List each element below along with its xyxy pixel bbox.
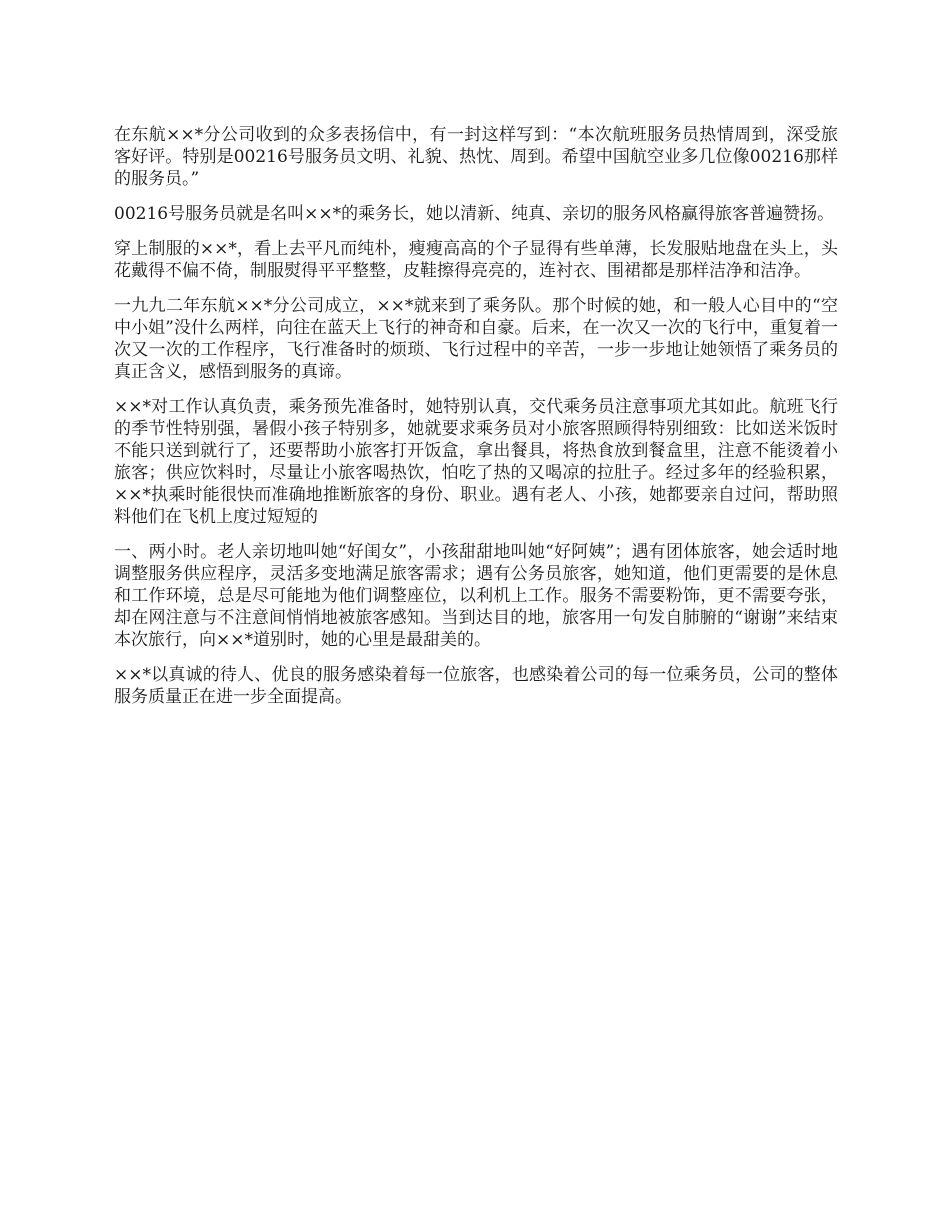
- paragraph-7: ××*以真诚的待人、优良的服务感染着每一位旅客，也感染着公司的每一位乘务员，公司的整体服务质量正在进一步全面提高。: [114, 665, 838, 707]
- paragraph-4: 一九九二年东航××*分公司成立，××*就来到了乘务队。那个时候的她，和一般人心目中的“空中小姐”没什么两样，向往在蓝天上飞行的神奇和自豪。后来，在一次又一次的飞行中，重复着一次又一次的工作程序，飞行准备时的烦琐、飞行过程中的辛苦，一步一步地让她领悟了乘务员的真正含义，感悟到服务的真谛。: [114, 296, 838, 382]
- paragraph-1: 在东航××*分公司收到的众多表扬信中，有一封这样写到：“本次航班服务员热情周到，深受旅客好评。特别是00216号服务员文明、礼貌、热忱、周到。希望中国航空业多几位像00216那样的服务员。”: [114, 125, 838, 189]
- paragraph-6: 一、两小时。老人亲切地叫她“好闺女”，小孩甜甜地叫她“好阿姨”；遇有团体旅客，她会适时地调整服务供应程序，灵活多变地满足旅客需求；遇有公务员旅客，她知道，他们更需要的是休息和工作环境，总是尽可能地为他们调整座位，以利机上工作。服务不需要粉饰，更不需要夸张，却在网注意与不注意间悄悄地被旅客感知。当到达目的地，旅客用一句发自肺腑的“谢谢”来结束本次旅行，向××*道别时，她的心里是最甜美的。: [114, 542, 838, 650]
- document-body: [114, 124, 838, 721]
- paragraph-5: ××*对工作认真负责，乘务预先准备时，她特别认真，交代乘务员注意事项尤其如此。航班飞行的季节性特别强，暑假小孩子特别多，她就要求乘务员对小旅客照顾得特别细致：比如送米饭时不能只送到就行了，还要帮助小旅客打开饭盒，拿出餐具，将热食放到餐盒里，注意不能烫着小旅客；供应饮料时，尽量让小旅客喝热饮，怕吃了热的又喝凉的拉肚子。经过多年的经验积累，××*执乘时能很快而准确地推断旅客的身份、职业。遇有老人、小孩，她都要亲自过问，帮助照料他们在飞机上度过短短的: [114, 397, 838, 527]
- paragraph-2: 00216号服务员就是名叫××*的乘务长，她以清新、纯真、亲切的服务风格赢得旅客普遍赞扬。: [114, 204, 835, 224]
- paragraph-3: 穿上制服的××*，看上去平凡而纯朴，瘦瘦高高的个子显得有些单薄，长发服贴地盘在头上，头花戴得不偏不倚，制服熨得平平整整，皮鞋擦得亮亮的，连衬衣、围裙都是那样洁净和洁净。: [114, 239, 838, 281]
